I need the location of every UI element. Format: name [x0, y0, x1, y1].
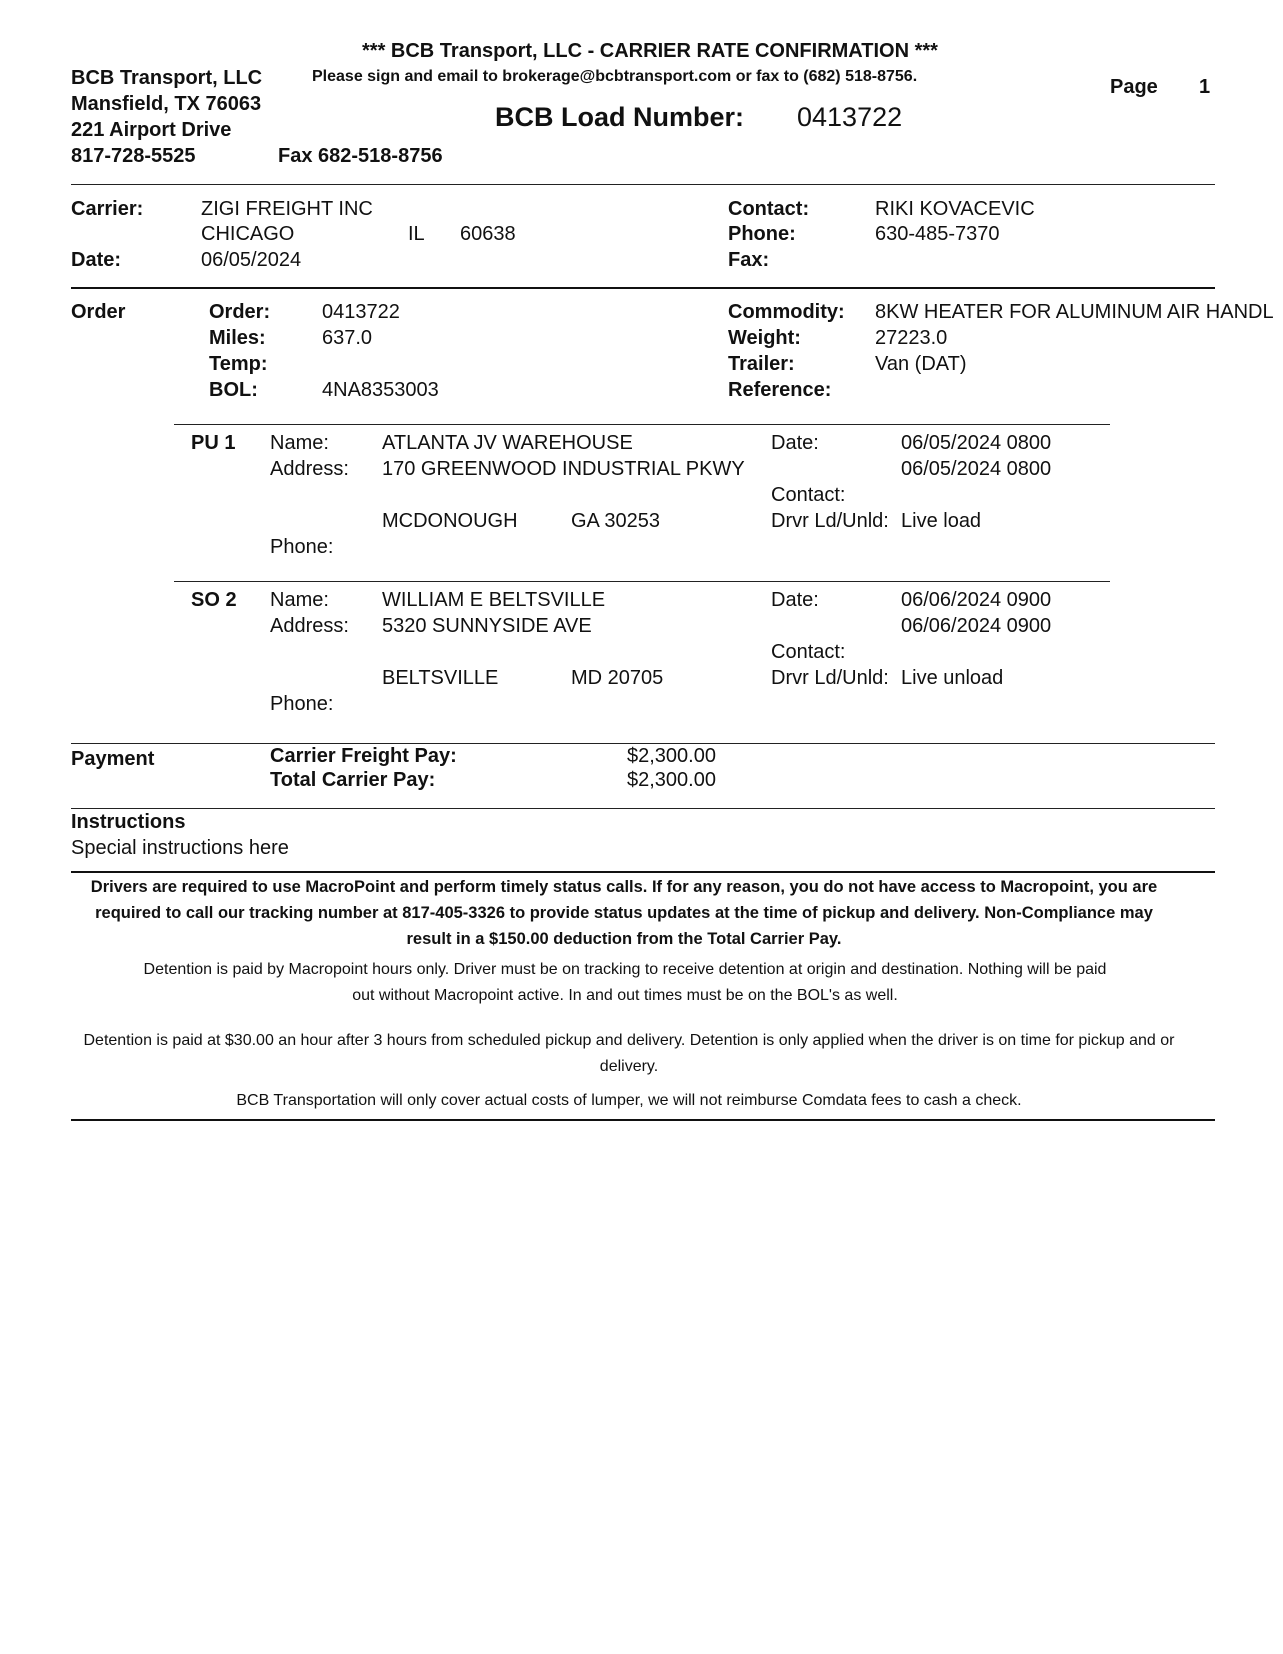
order-label: Order: — [209, 301, 271, 323]
company-name: BCB Transport, LLC — [71, 67, 263, 89]
date-label: Date: — [71, 249, 122, 271]
stop-drvr-value: Live load — [901, 510, 982, 532]
trailer-label: Trailer: — [728, 353, 795, 375]
stop-address-label: Address: — [270, 458, 349, 480]
bol-label: BOL: — [209, 379, 258, 401]
commodity-value: 8KW HEATER FOR ALUMINUM AIR HANDL — [875, 301, 1274, 323]
stop-drvr-label: Drvr Ld/Unld: — [771, 510, 889, 532]
fax-label: Fax: — [728, 249, 770, 271]
detention-rate-terms: Detention is paid at $30.00 an hour after 3 hours from scheduled pickup and delivery. Detention is only applied when the driver is on time for pickup and or delivery. — [83, 1032, 1175, 1075]
stop-name-label: Name: — [270, 432, 329, 454]
divider — [174, 581, 1110, 582]
total-pay-label: Total Carrier Pay: — [270, 769, 436, 791]
stop-name-label: Name: — [270, 589, 329, 611]
divider — [71, 1119, 1215, 1121]
stop-address: 5320 SUNNYSIDE AVE — [382, 615, 592, 637]
commodity-label: Commodity: — [728, 301, 845, 323]
instructions-text: Special instructions here — [71, 837, 289, 859]
stop-city: BELTSVILLE — [382, 667, 499, 689]
stop-city: MCDONOUGH — [382, 510, 518, 532]
bol-value: 4NA8353003 — [322, 379, 439, 401]
load-number-label: BCB Load Number: — [495, 102, 744, 132]
carrier-phone: 630-485-7370 — [875, 223, 1000, 245]
divider — [71, 808, 1215, 809]
miles-value: 637.0 — [322, 327, 373, 349]
temp-label: Temp: — [209, 353, 268, 375]
divider — [71, 287, 1215, 289]
stop-phone-label: Phone: — [270, 693, 334, 715]
banner-title: *** BCB Transport, LLC - CARRIER RATE CONFIRMATION *** — [362, 40, 938, 62]
divider — [71, 743, 1215, 744]
stop-state-zip: MD 20705 — [571, 667, 664, 689]
company-fax: Fax 682-518-8756 — [278, 145, 443, 167]
divider — [71, 871, 1215, 873]
stop-drvr-label: Drvr Ld/Unld: — [771, 667, 889, 689]
order-number: 0413722 — [322, 301, 400, 323]
freight-pay-value: $2,300.00 — [627, 745, 716, 767]
lumper-terms: BCB Transportation will only cover actual costs of lumper, we will not reimburse Comdata fees to cash a check. — [236, 1092, 1022, 1109]
company-city: Mansfield, TX 76063 — [71, 93, 262, 115]
sign-instructions: Please sign and email to brokerage@bcbtransport.com or fax to (682) 518-8756. — [312, 68, 918, 85]
order-section-label: Order — [71, 301, 126, 323]
phone-label: Phone: — [728, 223, 796, 245]
carrier-city: CHICAGO — [201, 223, 295, 245]
stop-date-end: 06/06/2024 0900 — [901, 615, 1052, 637]
detention-macropoint-terms: Detention is paid by Macropoint hours only. Driver must be on tracking to receive detention at origin and destination. Nothing will be paid out without Macropoint active. In and out times must be on the BOL's as well. — [143, 961, 1107, 1004]
contact-label: Contact: — [728, 198, 810, 220]
stop-date-label: Date: — [771, 589, 819, 611]
carrier-date: 06/05/2024 — [201, 249, 302, 271]
stop-code: PU 1 — [191, 432, 236, 454]
carrier-name: ZIGI FREIGHT INC — [201, 198, 373, 220]
weight-value: 27223.0 — [875, 327, 948, 349]
stop-code: SO 2 — [191, 589, 237, 611]
reference-label: Reference: — [728, 379, 832, 401]
stop-date-label: Date: — [771, 432, 819, 454]
freight-pay-label: Carrier Freight Pay: — [270, 745, 457, 767]
stop-date-end: 06/05/2024 0800 — [901, 458, 1052, 480]
miles-label: Miles: — [209, 327, 266, 349]
stop-date-start: 06/05/2024 0800 — [901, 432, 1052, 454]
company-street: 221 Airport Drive — [71, 119, 232, 141]
macropoint-terms: Drivers are required to use MacroPoint and perform timely status calls. If for any reason, you do not have access to Macropoint, you are required to call our tracking number at 817-405-3326 to provide status updates at the time of pickup and delivery. Non-Compliance may result in a $150.00 deduction from the Total Carrier Pay. — [90, 878, 1158, 948]
stop-contact-label: Contact: — [771, 641, 846, 663]
load-number: 0413722 — [797, 102, 903, 132]
stop-contact-label: Contact: — [771, 484, 846, 506]
carrier-state: IL — [408, 223, 425, 245]
divider — [174, 424, 1110, 425]
stop-date-start: 06/06/2024 0900 — [901, 589, 1052, 611]
instructions-heading: Instructions — [71, 811, 186, 833]
company-phone: 817-728-5525 — [71, 145, 196, 167]
total-pay-value: $2,300.00 — [627, 769, 716, 791]
trailer-value: Van (DAT) — [875, 353, 967, 375]
payment-label: Payment — [71, 748, 155, 770]
page-label: Page — [1110, 76, 1158, 98]
divider — [71, 184, 1215, 185]
stop-address-label: Address: — [270, 615, 349, 637]
stop-address: 170 GREENWOOD INDUSTRIAL PKWY — [382, 458, 745, 480]
carrier-zip: 60638 — [460, 223, 516, 245]
page-number: 1 — [1199, 76, 1211, 98]
stop-name: ATLANTA JV WAREHOUSE — [382, 432, 633, 454]
stop-state-zip: GA 30253 — [571, 510, 660, 532]
weight-label: Weight: — [728, 327, 801, 349]
stop-drvr-value: Live unload — [901, 667, 1004, 689]
carrier-contact: RIKI KOVACEVIC — [875, 198, 1035, 220]
carrier-label: Carrier: — [71, 198, 144, 220]
stop-phone-label: Phone: — [270, 536, 334, 558]
stop-name: WILLIAM E BELTSVILLE — [382, 589, 606, 611]
